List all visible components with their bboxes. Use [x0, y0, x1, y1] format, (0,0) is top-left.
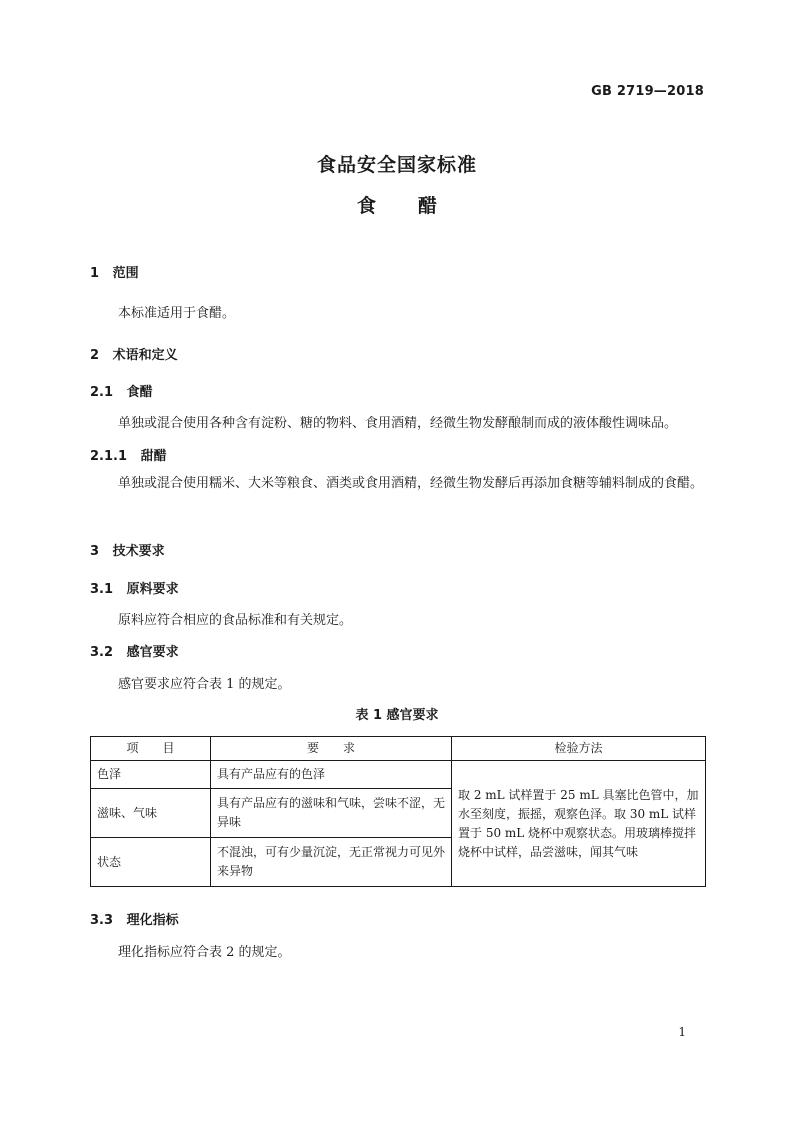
section-heading-2-1-1: 2.1.1 甜醋 [90, 449, 167, 464]
section-heading-3: 3 技术要求 [90, 544, 165, 559]
header-method: 检验方法 [452, 737, 706, 761]
section-text-2-1-1: 单独或混合使用糯米、大米等粮食、酒类或食用酒精，经微生物发酵后再添加食糖等辅料制成的食醋。 [118, 476, 704, 491]
header-item: 项 目 [91, 737, 211, 761]
header-requirement: 要 求 [211, 737, 452, 761]
table-caption: 表 1 感官要求 [355, 708, 439, 723]
section-heading-3-1: 3.1 原料要求 [90, 582, 179, 597]
section-text-3-2: 感官要求应符合表 1 的规定。 [118, 677, 291, 692]
subtitle-char-1: 食 [356, 195, 376, 217]
section-heading-2-1: 2.1 食醋 [90, 385, 153, 400]
standard-code: GB 2719—2018 [591, 84, 704, 99]
sensory-requirements-table [90, 736, 706, 887]
row-item: 滋味、气味 [91, 789, 211, 838]
method-cell: 取 2 mL 试样置于 25 mL 具塞比色管中，加水至刻度，振摇，观察色泽。取 30 mL 试样置于 50 mL 烧杯中观察状态。用玻璃棒搅拌烧杯中试样，品尝滋味，闻其气味 [452, 761, 706, 887]
table-header-row [91, 737, 706, 761]
section-heading-3-2: 3.2 感官要求 [90, 645, 179, 660]
section-text-3-1: 原料应符合相应的食品标准和有关规定。 [118, 613, 353, 628]
section-text-2-1: 单独或混合使用各种含有淀粉、糖的物料、食用酒精，经微生物发酵酿制而成的液体酸性调味品。 [118, 416, 678, 431]
row-item: 状态 [91, 838, 211, 887]
table-row [91, 761, 706, 789]
section-heading-1: 1 范围 [90, 266, 139, 281]
subtitle-char-2: 醋 [418, 195, 438, 217]
row-item: 色泽 [91, 761, 211, 789]
page-number: 1 [678, 1025, 686, 1039]
section-heading-2: 2 术语和定义 [90, 348, 178, 363]
section-heading-3-3: 3.3 理化指标 [90, 913, 179, 928]
row-requirement: 不混浊，可有少量沉淀，无正常视力可见外来异物 [211, 838, 452, 887]
document-subtitle [0, 191, 794, 218]
section-text-1: 本标准适用于食醋。 [118, 306, 236, 321]
row-requirement: 具有产品应有的色泽 [211, 761, 452, 789]
document-title: 食品安全国家标准 [316, 154, 477, 176]
section-text-3-3: 理化指标应符合表 2 的规定。 [118, 945, 291, 960]
row-requirement: 具有产品应有的滋味和气味，尝味不涩，无异味 [211, 789, 452, 838]
